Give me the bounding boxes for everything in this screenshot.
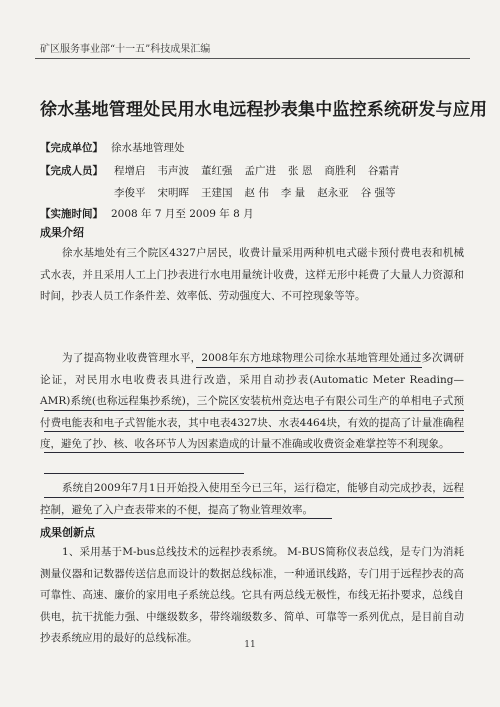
person-name: 赵永亚 <box>317 187 349 199</box>
running-header: 矿区服务事业部“十一五”科技成果汇编 <box>40 44 211 55</box>
paragraph-innovation-1: 1、采用基于M-bus总线技术的远程抄表系统。 M-BUS简称仪表总线，是专门为消耗测量仪器和记数器传送信息而设计的数据总线标准，一种通讯线路，专门用于远程抄表的高可靠性、高速、廉价的家用电子系统总线。它具有两总线无极性，布线无拓扑要求，总线自供电，抗干扰能力强、中继级数多，带终端级数多、简单、可靠等一系列优点，是目前自动抄表系统应用的最好的总线标准。 <box>40 546 464 644</box>
page-number: 11 <box>244 640 256 650</box>
ink-underline <box>44 518 332 519</box>
ink-underline <box>44 431 464 432</box>
person-name: 孟广进 <box>244 165 276 177</box>
paragraph-background: 徐水基地处有三个院区4327户居民，收费计量采用两种机电式磁卡预付费电表和机械式水表，并且采用人工上门抄表进行水电用量统计收费，这样无形中耗费了大量人力资源和时间，抄表人员工作条件差、效率低、劳动强度大、不可控现象等等。 <box>40 247 464 302</box>
person-name: 商胜利 <box>324 165 356 177</box>
ink-underline <box>44 410 464 411</box>
completion-people-row <box>40 163 103 178</box>
people-line-1 <box>114 163 411 178</box>
completion-people-label: 【完成人员】 <box>40 165 103 177</box>
implementation-time-row <box>40 206 254 221</box>
person-name: 宋明晖 <box>157 187 189 199</box>
ink-underline <box>44 497 464 498</box>
person-name: 韦声波 <box>157 165 189 177</box>
ink-underline <box>44 452 464 453</box>
ink-underline <box>44 473 244 474</box>
implementation-time-label: 【实施时间】 <box>40 208 103 220</box>
person-name: 王建国 <box>201 187 233 199</box>
person-name: 赵 伟 <box>244 187 269 199</box>
person-name: 谷霜青 <box>367 165 400 177</box>
person-name: 董红强 <box>201 165 233 177</box>
header-divider <box>35 58 470 59</box>
people-line-2 <box>114 185 408 200</box>
implementation-time-value: 2008 年 7 月至 2009 年 8 月 <box>111 208 254 220</box>
person-name: 李 量 <box>280 187 306 199</box>
section-heading-innovation: 成果创新点 <box>40 526 95 539</box>
person-name: 李俊平 <box>114 187 146 199</box>
person-name: 程增启 <box>114 165 146 177</box>
paragraph-results: 系统自2009年7月1日开始投入使用至今已三年，运行稳定，能够自动完成抄表，远程控制，避免了入户查表带来的不便，提高了物业管理效率。 <box>40 482 464 516</box>
completion-unit-value: 徐水基地管理处 <box>111 142 185 154</box>
person-name: 张 恩 <box>288 165 313 177</box>
person-name: 谷 强等 <box>360 187 396 199</box>
section-heading-intro: 成果介绍 <box>40 226 84 239</box>
document-title: 徐水基地管理处民用水电远程抄表集中监控系统研发与应用 <box>40 100 488 120</box>
completion-unit-row <box>40 140 185 155</box>
completion-unit-label: 【完成单位】 <box>40 142 103 154</box>
paragraph-implementation: 为了提高物业收费管理水平，2008年东方地球物理公司徐水基地管理处通过多次调研论证，对民用水电收费表具进行改造，采用自动抄表(Automatic Meter Reading—AMR)系统(也称远程集抄系统)，三个院区安装杭州竞达电子有限公司生产的单相电子式预付费电能表和电子式智能水表，其中电表4327块、水表4464块，有效的提高了计量准确程度，避免了抄、核、收各环节人为因素造成的计量不准确或收费资金难掌控等不利现象。 <box>40 352 464 450</box>
ink-underline <box>196 367 422 368</box>
